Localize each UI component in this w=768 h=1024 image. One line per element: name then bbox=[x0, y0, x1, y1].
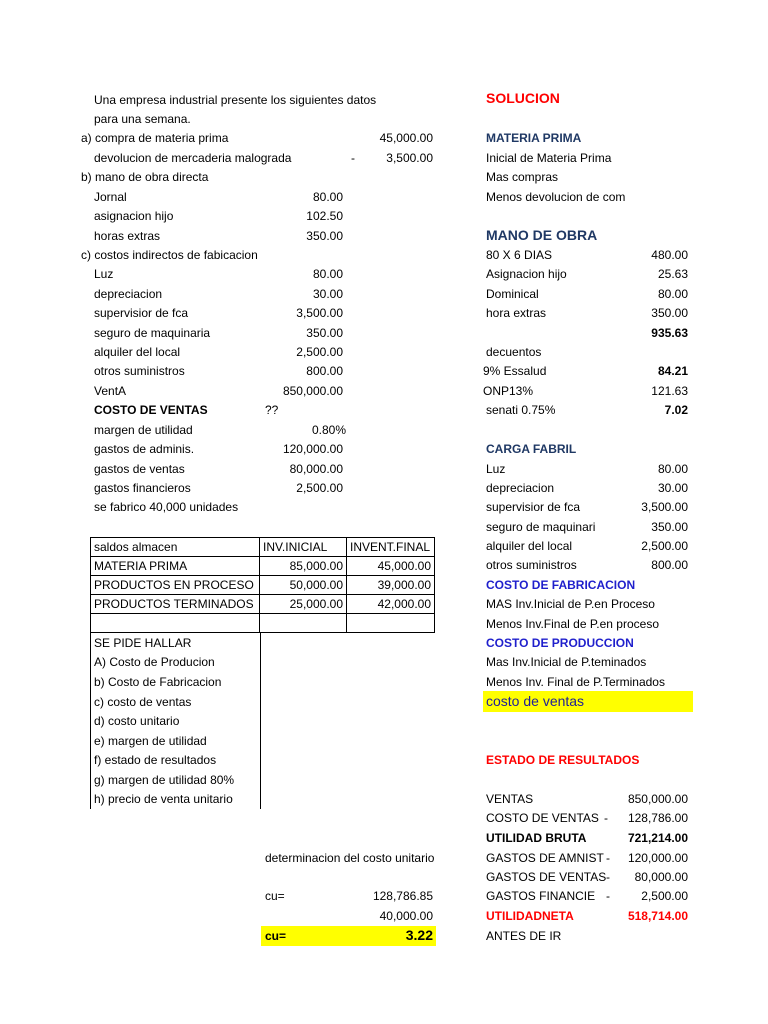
pide-item: c) costo de ventas bbox=[94, 695, 192, 709]
er-un-label: UTILIDADNETA bbox=[486, 909, 574, 923]
cf-label: alquiler del local bbox=[486, 539, 573, 553]
table-header-row bbox=[91, 538, 435, 557]
depreciacion-value: 30.00 bbox=[312, 287, 343, 301]
cu-label: cu= bbox=[265, 889, 285, 903]
horas-extras-label: horas extras bbox=[94, 229, 161, 243]
mo-value: 80.00 bbox=[657, 287, 688, 301]
cif-label: c) costos indirectos de fabicacion bbox=[81, 248, 258, 262]
er-ventas-label: VENTAS bbox=[486, 792, 534, 806]
row-label: MATERIA PRIMA bbox=[91, 557, 260, 576]
pide-left-border bbox=[90, 633, 91, 809]
intro-line-2: para una semana. bbox=[94, 112, 191, 126]
costo-ventas-value: ?? bbox=[265, 403, 279, 417]
mo-total: 935.63 bbox=[651, 326, 688, 340]
cprod-line: Mas Inv.Inicial de P.teminados bbox=[486, 655, 647, 669]
mo-value: 350.00 bbox=[651, 306, 688, 320]
seguro-value: 350.00 bbox=[306, 326, 343, 340]
row-inv-final: 42,000.00 bbox=[347, 595, 435, 614]
mano-obra-label: b) mano de obra directa bbox=[81, 170, 209, 184]
row-label: PRODUCTOS TERMINADOS bbox=[91, 595, 260, 614]
cf-value: 350.00 bbox=[651, 520, 688, 534]
cf-label: depreciacion bbox=[486, 481, 555, 495]
row-inv-inicial: 50,000.00 bbox=[260, 576, 347, 595]
er-ub-label: UTILIDAD BRUTA bbox=[486, 831, 587, 845]
mo-value: 25.63 bbox=[657, 267, 688, 281]
cf-value: 800.00 bbox=[651, 558, 688, 572]
essalud-value: 84.21 bbox=[657, 364, 688, 378]
er-gv-value: 80,000.00 bbox=[634, 870, 688, 884]
gastos-financieros-label: gastos financieros bbox=[94, 481, 191, 495]
gastos-financieros-value: 2,500.00 bbox=[296, 481, 343, 495]
luz-value: 80.00 bbox=[312, 267, 343, 281]
gastos-ventas-value: 80,000.00 bbox=[289, 462, 343, 476]
mo-label: Dominical bbox=[486, 287, 539, 301]
row-inv-inicial: 25,000.00 bbox=[260, 595, 347, 614]
cfab-line: Menos Inv.Final de P.en proceso bbox=[486, 617, 659, 631]
table-row bbox=[91, 595, 435, 614]
carga-fabril-title: CARGA FABRIL bbox=[486, 442, 577, 456]
cf-value: 30.00 bbox=[657, 481, 688, 495]
er-gv-dash: - bbox=[606, 870, 610, 884]
er-ub-value: 721,214.00 bbox=[627, 831, 688, 845]
table-row bbox=[91, 557, 435, 576]
pide-item: A) Costo de Producion bbox=[94, 655, 215, 669]
onp-value: 121.63 bbox=[651, 384, 688, 398]
er-gv-label: GASTOS DE VENTAS bbox=[486, 870, 607, 884]
cf-value: 2,500.00 bbox=[641, 539, 688, 553]
costo-fabricacion-title: COSTO DE FABRICACION bbox=[486, 578, 636, 592]
compra-mp-label: a) compra de materia prima bbox=[81, 131, 229, 145]
er-ga-label: GASTOS DE AMNIST bbox=[486, 851, 604, 865]
er-cv-value: 128,786.00 bbox=[627, 811, 688, 825]
costo-ventas-label: COSTO DE VENTAS bbox=[94, 403, 208, 417]
er-ga-dash: - bbox=[606, 851, 610, 865]
mano-obra-title: MANO DE OBRA bbox=[486, 227, 598, 243]
senati-label: senati 0.75% bbox=[486, 403, 556, 417]
row-inv-final: 45,000.00 bbox=[347, 557, 435, 576]
otros-suministros-label: otros suministros bbox=[94, 364, 185, 378]
er-gf-value: 2,500.00 bbox=[641, 889, 688, 903]
er-gf-dash: - bbox=[606, 889, 610, 903]
essalud-label: 9% Essalud bbox=[483, 364, 547, 378]
mp-line: Mas compras bbox=[486, 170, 559, 184]
alquiler-label: alquiler del local bbox=[94, 345, 181, 359]
row-label: PRODUCTOS EN PROCESO bbox=[91, 576, 260, 595]
cf-value: 3,500.00 bbox=[641, 500, 688, 514]
row-inv-final: 39,000.00 bbox=[347, 576, 435, 595]
header-inv-final: INVENT.FINAL bbox=[347, 538, 435, 557]
mo-label: Asignacion hijo bbox=[486, 267, 567, 281]
cu-result-label: cu= bbox=[265, 929, 287, 943]
jornal-value: 80.00 bbox=[312, 190, 343, 204]
seguro-label: seguro de maquinaria bbox=[94, 326, 211, 340]
alquiler-value: 2,500.00 bbox=[296, 345, 343, 359]
cf-label: otros suministros bbox=[486, 558, 577, 572]
venta-label: VentA bbox=[94, 384, 127, 398]
mo-value: 480.00 bbox=[651, 248, 688, 262]
supervisor-label: supervisior de fca bbox=[94, 306, 189, 320]
er-gf-label: GASTOS FINANCIE bbox=[486, 889, 596, 903]
er-ga-value: 120,000.00 bbox=[627, 851, 688, 865]
gastos-ventas-label: gastos de ventas bbox=[94, 462, 185, 476]
senati-value: 7.02 bbox=[664, 403, 688, 417]
jornal-label: Jornal bbox=[94, 190, 127, 204]
asignacion-value: 102.50 bbox=[306, 209, 343, 223]
table-row-empty bbox=[91, 614, 435, 633]
er-antes-ir: ANTES DE IR bbox=[486, 929, 562, 943]
cprod-line: Menos Inv. Final de P.Terminados bbox=[486, 675, 665, 689]
cu-denominator: 40,000.00 bbox=[379, 909, 433, 923]
cu-numerator: 128,786.85 bbox=[372, 889, 433, 903]
gastos-adm-label: gastos de adminis. bbox=[94, 442, 195, 456]
mo-label: 80 X 6 DIAS bbox=[486, 248, 553, 262]
compra-mp-value: 45,000.00 bbox=[379, 131, 433, 145]
solucion-title: SOLUCION bbox=[486, 90, 560, 106]
devolucion-dash: - bbox=[351, 151, 355, 165]
asignacion-label: asignacion hijo bbox=[94, 209, 174, 223]
pide-right-border bbox=[260, 633, 261, 809]
cf-value: 80.00 bbox=[657, 462, 688, 476]
supervisor-value: 3,500.00 bbox=[296, 306, 343, 320]
saldos-table bbox=[90, 537, 435, 633]
pide-item: b) Costo de Fabricacion bbox=[94, 675, 222, 689]
er-ventas-value: 850,000.00 bbox=[627, 792, 688, 806]
mo-label: hora extras bbox=[486, 306, 547, 320]
onp-label: ONP13% bbox=[483, 384, 534, 398]
depreciacion-label: depreciacion bbox=[94, 287, 163, 301]
cu-result-value: 3.22 bbox=[405, 927, 433, 943]
mp-line: Inicial de Materia Prima bbox=[486, 151, 612, 165]
costo-produccion-title: COSTO DE PRODUCCION bbox=[486, 636, 634, 650]
er-cv-label: COSTO DE VENTAS bbox=[486, 811, 599, 825]
materia-prima-title: MATERIA PRIMA bbox=[486, 131, 582, 145]
luz-label: Luz bbox=[94, 267, 114, 281]
pide-item: h) precio de venta unitario bbox=[94, 792, 233, 806]
pide-item: d) costo unitario bbox=[94, 714, 180, 728]
intro-line-1: Una empresa industrial presente los siguientes datos bbox=[94, 93, 377, 107]
cu-title: determinacion del costo unitario bbox=[265, 851, 435, 865]
pide-item: g) margen de utilidad 80% bbox=[94, 773, 235, 787]
er-un-value: 518,714.00 bbox=[627, 909, 688, 923]
cf-label: seguro de maquinari bbox=[486, 520, 596, 534]
costo-ventas-title: costo de ventas bbox=[486, 693, 585, 709]
pide-item: f) estado de resultados bbox=[94, 753, 217, 767]
devolucion-value: 3,500.00 bbox=[386, 151, 433, 165]
margen-value: 0.80% bbox=[311, 423, 346, 437]
horas-extras-value: 350.00 bbox=[306, 229, 343, 243]
unidades-fabricadas: se fabrico 40,000 unidades bbox=[94, 500, 239, 514]
header-saldos: saldos almacen bbox=[91, 538, 260, 557]
er-cv-dash: - bbox=[604, 811, 608, 825]
row-inv-inicial: 85,000.00 bbox=[260, 557, 347, 576]
pide-title: SE PIDE HALLAR bbox=[94, 636, 192, 650]
estado-resultados-title: ESTADO DE RESULTADOS bbox=[486, 753, 640, 767]
mp-line: Menos devolucion de com bbox=[486, 190, 626, 204]
margen-label: margen de utilidad bbox=[94, 423, 193, 437]
header-inv-inicial: INV.INICIAL bbox=[260, 538, 347, 557]
cf-label: supervisior de fca bbox=[486, 500, 581, 514]
venta-value: 850,000.00 bbox=[282, 384, 343, 398]
pide-item: e) margen de utilidad bbox=[94, 734, 207, 748]
cf-label: Luz bbox=[486, 462, 506, 476]
gastos-adm-value: 120,000.00 bbox=[282, 442, 343, 456]
table-row bbox=[91, 576, 435, 595]
otros-suministros-value: 800.00 bbox=[306, 364, 343, 378]
cfab-line: MAS Inv.Inicial de P.en Proceso bbox=[486, 597, 655, 611]
descuentos-label: decuentos bbox=[486, 345, 542, 359]
devolucion-label: devolucion de mercaderia malograda bbox=[94, 151, 292, 165]
